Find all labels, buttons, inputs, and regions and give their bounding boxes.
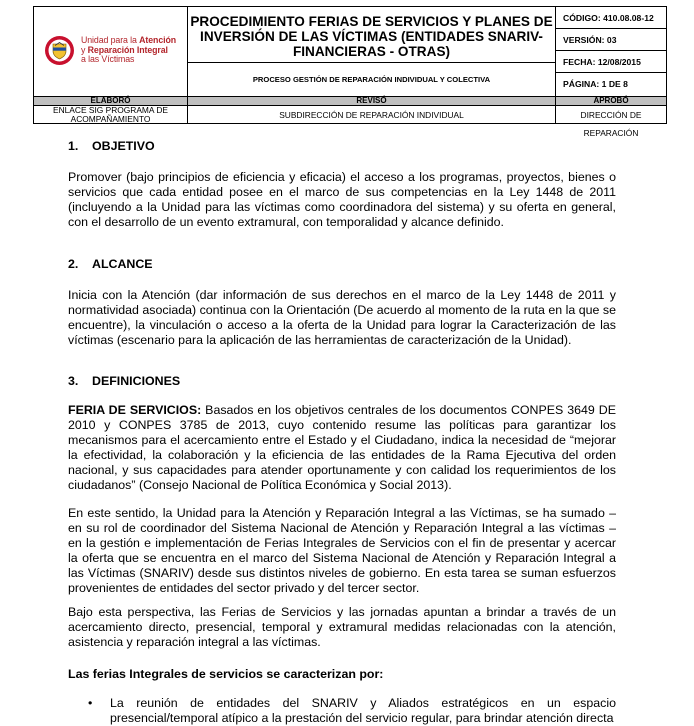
section-2-paragraph: Inicia con la Atención (dar información de sus derechos en el marco de la Ley 1448 de 2011 y normatividad asociada) continua con la Orientación (De acuerdo al momento de la ruta en la que se encuentre), la vinculación o acceso a la oferta de la Unidad para lograr la Caracterización de las víctimas (escenario para la aplicación de las herramientas de caracterización de la Unidad). <box>68 288 616 347</box>
document-date: FECHA: 12/08/2015 <box>556 51 666 73</box>
logo-line1-b: Atención <box>139 35 177 45</box>
section-1-number: 1. <box>68 139 79 153</box>
section-2-number: 2. <box>68 257 79 271</box>
aprobo-header: APROBÓ <box>593 96 629 105</box>
logo-wordmark <box>81 36 176 65</box>
logo-line2-b: Reparación Integral <box>87 44 168 55</box>
logo-cell <box>34 7 188 96</box>
metadata-cell <box>556 7 666 96</box>
title-cell <box>188 7 556 96</box>
definition-feria-de-servicios <box>68 403 616 493</box>
approval-value-row <box>34 105 666 138</box>
reviso-value: SUBDIRECCIÓN DE REPARACIÓN INDIVIDUAL <box>188 106 556 124</box>
page-number: PÁGINA: 1 DE 8 <box>563 79 628 89</box>
document-title: PROCEDIMIENTO FERIAS DE SERVICIOS Y PLANES DE INVERSIÓN DE LAS VÍCTIMAS (ENTIDADES SNARIV-FINANCIERAS - OTRAS) <box>188 7 555 63</box>
list-item-text: La reunión de entidades del SNARIV y Aliados estratégicos en un espacio presencial/temporal atípico a la prestación del servicio regular, para brindar atención directa <box>110 696 616 725</box>
list-heading: Las ferias Integrales de servicios se caracterizan por: <box>68 667 384 681</box>
section-1-heading <box>68 139 155 153</box>
section-1-paragraph: Promover (bajo principios de eficiencia y eficacia) el acceso a los programas, proyectos, bienes o servicios que cada entidad posee en el marco de sus competencias en la Ley 1448 de 2011 (incluyendo a la Unidad para las víctimas como coordinadora del sistema) y su oferta en general, con el desarrollo de un evento extramural, con temporalidad y alcance definido. <box>68 170 616 229</box>
logo-line2-a: y <box>81 44 88 55</box>
document-header <box>33 6 667 138</box>
section-3-paragraph-2: En este sentido, la Unidad para la Atención y Reparación Integral a las Víctimas, se ha sumado – en su rol de coordinador del Sistema Nacional de Atención y Reparación Integral a las víctimas – en la gestión e implementación de Ferias Integrales de Servicios con el fin de presentar y acercar la oferta que se encuentra en el marco del Sistema Nacional de Atención y Reparación Integral a las Víctimas (SNARIV) desde sus distintos niveles de gobierno. En esta tarea se suman esfuerzos provenientes de entidades del sector privado y del tercer sector. <box>68 506 616 595</box>
colombia-crest-icon <box>44 35 75 66</box>
document-version: VERSIÓN: 03 <box>556 29 666 51</box>
bullet-icon: • <box>88 696 93 710</box>
elaboro-header: ELABORÓ <box>34 97 188 105</box>
logo-line1-a: Unidad para la <box>81 35 140 45</box>
process-name: PROCESO GESTIÓN DE REPARACIÓN INDIVIDUAL Y COLECTIVA <box>252 75 491 84</box>
definition-term: FERIA DE SERVICIOS: <box>68 403 202 417</box>
section-3-paragraph-3: Bajo esta perspectiva, las Ferias de Servicios y las jornadas apuntan a brindar a través de un acercamiento directo, presencial, temporal y extramural medidas relacionadas con la atención, asistencia y reparación integral a las víctimas. <box>68 605 616 649</box>
elaboro-value: ENLACE SIG PROGRAMA DE ACOMPAÑAMIENTO <box>34 106 188 124</box>
section-2-title: ALCANCE <box>92 257 153 271</box>
definition-text: Basados en los objetivos centrales de los documentos CONPES 3649 DE 2010 y CONPES 3785 de 2013, cuyo contenido resume las políticas para garantizar los mecanismos para el acercamiento entre el Estado y el Ciudadano, indica la necesidad de “mejorar la efectividad, la colaboración y la eficiencia de las entidades de la Rama Ejecutiva del orden nacional, y sus capacidades para atender oportunamente y con calidad los requerimientos de los ciudadanos” (Consejo Nacional de Política Económica y Social 2013). <box>68 403 616 492</box>
section-3-number: 3. <box>68 374 79 388</box>
unidad-victimas-logo <box>44 35 184 71</box>
aprobo-value: DIRECCIÓN DE REPARACIÓN <box>580 110 642 138</box>
section-3-heading <box>68 374 180 388</box>
document-code: CÓDIGO: 410.08.08-12 <box>556 7 666 29</box>
section-1-title: OBJETIVO <box>92 139 155 153</box>
section-3-title: DEFINICIONES <box>92 374 181 388</box>
logo-line3: a las Víctimas <box>81 54 135 65</box>
section-2-heading <box>68 257 153 271</box>
reviso-header: REVISÓ <box>188 97 556 105</box>
